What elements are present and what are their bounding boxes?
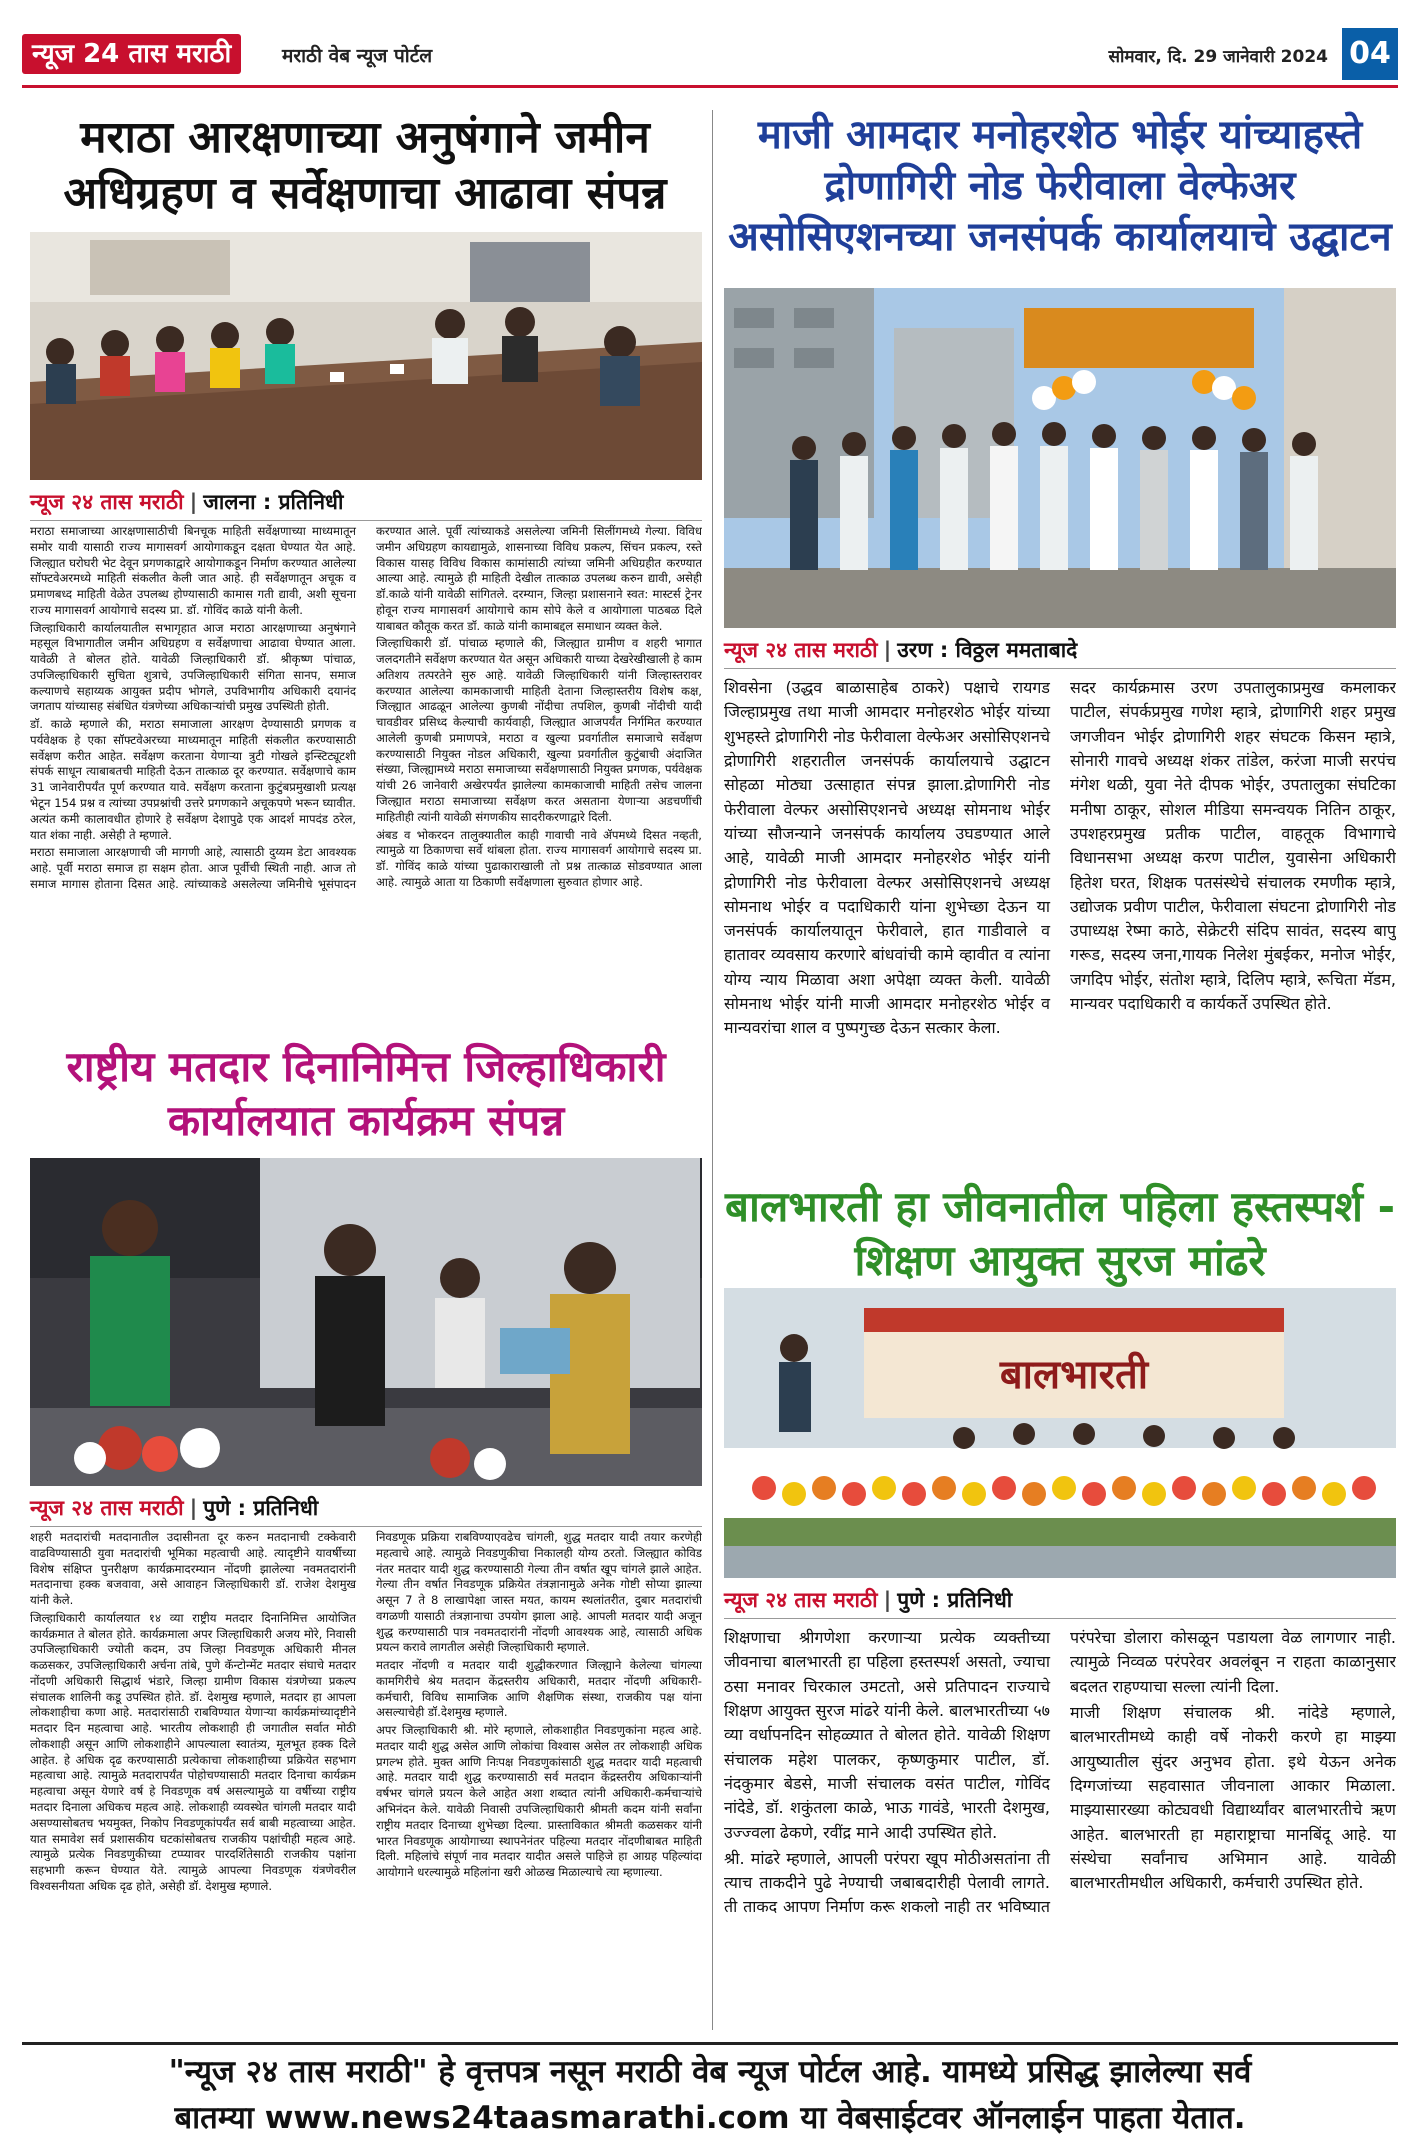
byline-brand[interactable]: न्यूज २४ तास मराठी (724, 1588, 878, 1612)
paragraph: अंबड व भोकरदन तालुक्यातील काही गावाची नावे ॲपमध्ये दिसत नव्हती, त्यामुळे या ठिकाणचा सर्वे थांबला होता. राज्य मागासवर्ग आयोगाचे सदस्य प्रा. डॉ. गोविंद काळे यांच्या पुढाकाराखाली तो प्रश्न तात्काळ सोडवण्यात आला आहे. त्यामुळे आता या ठिकाणी सर्वेक्षणाला सुरुवात होणार आहे. (376, 827, 702, 889)
portal-tagline: मराठी वेब न्यूज पोर्टल (282, 45, 433, 67)
article1-headline: मराठा आरक्षणाच्या अनुषंगाने जमीन अधिग्रहण व सर्वेक्षणाचा आढावा संपन्न (63, 112, 667, 220)
paragraph: शिवसेना (उद्धव बाळासाहेब ठाकरे) पक्षाचे रायगड जिल्हाप्रमुख तथा माजी आमदार मनोहरशेठ भोईर यांच्या शुभहस्ते द्रोणागिरी नोड फेरीवाला वेल्फेअर असोसिएशनचे द्रोणागिरी शहरातील जनसंपर्क कार्यालयाचे उद्घाटन सोहळा मोठ्या उत्साहात संपन्न झाला.द्रोणागिरी नोड फेरीवाला वेल्फर असोसिएशनचे अध्यक्ष सोमनाथ भोईर यांच्या सौजन्याने जनसंपर्क कार्यालय उघडण्यात आले आहे, यावेळी माजी आमदार मनोहरशेठ भोईर यांनी द्रोणागिरी नोड फेरीवाला वेल्फर असोसिएशनचे अध्यक्ष सोमनाथ भोईर व पदाधिकारी यांना शुभेच्छा देऊन या जनसंपर्क कार्यालयातून फेरीवाले, हात गाडीवाले व हातावर व्यवसाय करणारे बांधवांची कामे व्हावीत व त्यांना योग्य न्याय मिळावा अशा अपेक्षा व्यक्त केली. यावेळी सोमनाथ भोईर यांनी माजी आमदार मनोहरशेठ भोईर व मान्यवरांचा शाल व पुष्पगुच्छ देऊन सत्कार केला. (724, 678, 1050, 1038)
paragraph: जिल्हाधिकारी कार्यालयातील सभागृहात आज मराठा आरक्षणाच्या अनुषंगाने महसूल विभागातील जमीन अधिग्रहण व सर्वेक्षणाचा आढावा घेण्यात आला. यावेळी ते बोलत होते. यावेळी जिल्हाधिकारी डॉ. श्रीकृष्ण पांचाळ, उपजिल्हाधिकारी सुचिता शुत्राचे, उपजिल्हाधिकारी संगिता सानप, समाज कल्याणचे सहाय्यक आयुक्त प्रदीप भोगले, उपविभागीय अधिकारी दयानंद जगताप यांच्यासह संबंधित यंत्रणेच्या अधिकाऱ्यांची प्रमुख उपस्थिती होती. (30, 620, 356, 714)
paragraph: मराठा समाजाला आरक्षणाची जी मागणी आहे, त्यासाठी दुय्यम डेटा आवश्यक आहे. पूर्वी मराठा समाज हा सक्षम होता. आज पूर्वीची स्थिती नाही. आज तो समाज मागास होताना दिसत आहे. त्यांच्याकडे असलेल्या जमिनीचे भूसंपादन करण्यात आले. पूर्वी त्यांच्याकडे असलेल्या जमिनी सिलींगमध्ये गेल्या. विविध जमीन अधिग्रहण कायद्यामुळे, शासनाच्या विविध प्रकल्प, सिंचन प्रकल्प, रस्ते विकास यासह विविध विकास कामांसाठी त्यांच्या जमिनी अधिग्रहीत करण्यात आल्या आहे. त्यामुळे ही माहिती देखील तात्काळ उपलब्ध करुन द्यावी, असेही डॉ.काळे यांनी यावेळी सांगितले. दरम्यान, जिल्हा प्रशासनाने स्वत: मास्टर्स ट्रेनर होवून राज्य मागासवर्ग आयोगाचे काम सोपे केले व आयोगाला पाठबळ दिले याबाबत कौतूक करत डॉ. काळे यांनी कामाबद्दल समाधान व्यक्त केले. (30, 524, 702, 891)
banner-title: बालभारती (999, 1352, 1149, 1398)
article3-body (30, 1530, 702, 2030)
page-number: 04 (1342, 28, 1398, 80)
footer-notice (22, 2042, 1398, 2142)
paragraph: मराठा समाजाच्या आरक्षणासाठीची बिनचूक माहिती सर्वेक्षणाच्या माध्यमातून समोर यावी यासाठी राज्य मागासवर्ग आयोगाकडून दक्षता घेण्यात येत आहे. जिल्ह्यात घरोघरी भेट देवून प्रगणकाद्वारे आयोगाकडून निर्माण करण्यात आलेल्या सॉफ्टवेअरमध्ये माहिती संकलीत केली जात आहे. ही सर्वेक्षणातून अचूक व प्रमाणबध्द माहिती वेळेत उपलब्ध होण्यासाठी कामास गती द्यावी, अशी सूचना राज्य मागासवर्ग आयोगाचे सदस्य प्रा. डॉ. गोविंद काळे यांनी केली. (30, 524, 356, 617)
article1-byline: न्यूज २४ तास मराठी | जालना : प्रतिनिधी (30, 488, 702, 521)
site-logo[interactable]: न्यूज 24 तास मराठी (22, 34, 241, 74)
article2-body (724, 676, 1396, 1156)
byline-location: उरण : विठ्ठल ममताबादे (897, 638, 1078, 662)
footer-line-2[interactable]: बातम्या www.news24taasmarathi.com या वेबसाईटवर ऑनलाईन पाहता येतात. (174, 2100, 1246, 2136)
byline-brand[interactable]: न्यूज २४ तास मराठी (30, 1496, 184, 1520)
footer-line-1: "न्यूज २४ तास मराठी" हे वृत्तपत्र नसून मराठी वेब न्यूज पोर्टल आहे. यामध्ये प्रसिद्ध झालेल्या सर्व (168, 2054, 1252, 2090)
paragraph: मतदार नोंदणी व मतदार यादी शुद्धीकरणात जिल्ह्याने केलेल्या चांगल्या कामगिरीचे श्रेय मतदान केंद्रस्तरीय अधिकारी, मतदार नोंदणी अधिकारी-कर्मचारी, विविध सामाजिक आणि शैक्षणिक संस्था, राजकीय पक्ष यांना असल्याचेही डॉ.देशमुख म्हणाले. (376, 1658, 702, 1720)
paragraph: माजी शिक्षण संचालक श्री. नांदेडे म्हणाले, बालभारतीमध्ये काही वर्षे नोकरी करणे हा माझ्या आयुष्यातील सुंदर अनुभव होता. इथे येऊन अनेक दिग्गजांच्या सहवासात जीवनाला आकार मिळाला. माझ्यासारख्या कोट्यवधी विद्यार्थ्यांवर बालभारतीचे ऋण आहेत. बालभारती हा महाराष्ट्राचा मानबिंदू आहे. या संस्थेचा सर्वांनाच अभिमान आहे. यावेळी बालभारतीमधील अधिकारी, कर्मचारी उपस्थित होते. (1070, 1702, 1396, 1893)
article4-photo (724, 1288, 1396, 1578)
byline-location: जालना : प्रतिनिधी (203, 490, 344, 514)
paragraph: जिल्हाधिकारी डॉ. पांचाळ म्हणाले की, जिल्ह्यात ग्रामीण व शहरी भागात जलदगतीने सर्वेक्षण करण्यात येत असून अधिकारी याच्या देखरेखीखाली हे काम अतिशय तत्परतेने सुरु आहे. यावेळी जिल्हाधिकारी यांनी जिल्हास्तरावर करण्यात आलेल्या कामकाजाची माहिती देताना जिल्हास्तरीय विशेष कक्ष, जिल्ह्यात आढळून आलेल्या कुणबी नोंदीचा तपशिल, कुणबी नोंदीची यादी चावडीवर प्रसिध्द केल्याची कार्यवाही, जिल्ह्यात आजपर्यंत निर्गमित करण्यात आलेली कुणबी प्रमाणपत्रे, मराठा व खुल्या प्रवर्गातील समाजाचे सर्वेक्षण करण्यासाठी नियुक्त नोडल अधिकारी, खुल्या प्रवर्गातील कुटुंबाची अंदाजित संख्या, जिल्ह्यामध्ये मराठा समाजाच्या सर्वेक्षणासाठी नियुक्त प्रगणक, पर्यवेक्षक यांची 26 जानेवारी अखेरपर्यंत झालेल्या कामकाजाची माहिती तसेच जालना जिल्ह्यात मराठा समाजाच्या सर्वेक्षण करत असताना येणाऱ्या अडचणींची माहितीही त्यांनी यावेळी संगणकीय सादरीकरणाद्वारे दिली. (376, 636, 702, 824)
byline-location: पुणे : प्रतिनिधी (897, 1588, 1013, 1612)
article3-byline: न्यूज २४ तास मराठी | पुणे : प्रतिनिधी (30, 1494, 702, 1527)
article2-headline: माजी आमदार मनोहरशेठ भोईर यांच्याहस्ते द्रोणागिरी नोड फेरीवाला वेल्फेअर असोसिएशनच्या जनसंपर्क कार्यालयाचे उद्घाटन (728, 112, 1392, 261)
paragraph: अपर जिल्हाधिकारी श्री. मोरे म्हणाले, लोकशाहीत निवडणुकांना महत्व आहे. मतदार यादी शुद्ध असेल आणि लोकांचा विश्वास असेल तर लोकशाही अधिक प्रगल्भ होते. मुक्त आणि निःपक्ष निवडणुकांसाठी शुद्ध मतदार यादी महत्वाची आहे. मतदार यादी शुद्ध करण्यासाठी सर्व मतदान केंद्रस्तरीय अधिकाऱ्यांनी वर्षभर चांगले प्रयत्न केले आहेत अशा शब्दात त्यांनी अधिकारी-कर्मचाऱ्यांचे अभिनंदन केले. यावेळी निवासी उपजिल्हाधिकारी श्रीमती कदम यांनी सर्वांना राष्ट्रीय मतदार दिनाच्या शुभेच्छा दिल्या. प्रास्ताविकात श्रीमती कळसकर यांनी भारत निवडणूक आयोगाच्या स्थापनेनंतर पहिल्या मतदार नोंदणीबाबत माहिती दिली. महिलांचे संपूर्ण नाव मतदार यादीत असले पाहिजे हा आग्रह पहिल्यांदा आयोगाने धरल्यामुळे महिलांना खरी ओळख मिळाल्याचे त्या म्हणाल्या. (376, 1723, 702, 1880)
article2-photo (724, 288, 1396, 628)
article4-body (724, 1626, 1396, 2030)
article4-byline: न्यूज २४ तास मराठी | पुणे : प्रतिनिधी (724, 1586, 1396, 1619)
byline-brand[interactable]: न्यूज २४ तास मराठी (30, 490, 184, 514)
article4-headline: बालभारती हा जीवनातील पहिला हस्तस्पर्श - शिक्षण आयुक्त सुरज मांढरे (724, 1182, 1396, 1285)
article1-photo (30, 232, 702, 480)
paragraph: सदर कार्यक्रमास उरण उपतालुकाप्रमुख कमलाकर पाटील, संपर्कप्रमुख गणेश म्हात्रे, द्रोणागिरी शहर प्रमुख जगजीवन भोईर द्रोणागिरी शहर संघटक किसन म्हात्रे, सोनारी गावचे अध्यक्ष शंकर तांडेल, करंजा माजी सरपंच मंगेश थळी, युवा नेते दीपक भोईर, उपतालुका संघटिका मनीषा ठाकूर, सोशल मीडिया समन्वयक नितिन ठाकूर, उपशहरप्रमुख प्रतीक पाटील, वाहतूक विभागाचे विधानसभा अध्यक्ष करण पाटील, युवासेना अधिकारी हितेश घरत, शिक्षक पतसंस्थेचे संचालक रमणीक म्हात्रे, उद्योजक प्रवीण पाटील, फेरीवाला संघटना द्रोणागिरी नोड उपाध्यक्ष रेष्मा काठे, सेक्रेटरी संदिप सावंत, सदस्य बापु गरूड, सदस्य जना,गायक निलेश मुंबईकर, मनोज भोईर, जगदिप भोईर, संतोश म्हात्रे, दिलिप म्हात्रे, रूचिता मॅडम, मान्यवर पदाधिकारी व कार्यकर्ते उपस्थित होते. (1070, 678, 1396, 1014)
article3-photo (30, 1158, 702, 1486)
masthead (22, 28, 1398, 88)
paragraph: डॉ. काळे म्हणाले की, मराठा समाजाला आरक्षण देण्यासाठी प्रगणक व पर्यवेक्षक हे एका सॉफ्टवेअरच्या माध्यमातून माहिती संकलीत करण्यासाठी सर्वेक्षण करीत आहेत. सर्वेक्षण करताना येणाऱ्या त्रुटी गोखले इन्स्टिट्यूटशी संपर्क साधून त्याबाबतची माहिती देऊन तात्काळ दूर करण्यात. सर्वेक्षणाचे काम 31 जानेवारीपर्यंत पूर्ण करण्यात यावे. सर्वेक्षण करताना कुटुंबप्रमुखाशी प्रत्यक्ष भेटून 154 प्रश्न व त्यांच्या उपप्रश्नांची उत्तरे प्रगणकाने अचूकपणे भरून घ्यावीत. अत्यंत कमी कालावधीत होणारे हे सर्वेक्षण देशापुढे एक आदर्श मापदंड ठरेल, यात शंका नाही. असेही ते म्हणाले. (30, 717, 356, 842)
byline-location: पुणे : प्रतिनिधी (203, 1496, 319, 1520)
article2-byline: न्यूज २४ तास मराठी | उरण : विठ्ठल ममताबादे (724, 636, 1396, 669)
paragraph: श्री. मांढरे म्हणाले, आपली परंपरा खूप मोठीअसतांना ती त्याच ताकदीने पुढे नेण्याची जबाबदारीही पेलावी लागते. ती ताकद आपण निर्माण करू शकलो नाही तर भविष्यात परंपरेचा डोलारा कोसळून पडायला वेळ लागणार नाही. त्यामुळे निव्वळ परंपरेवर अवलंबून न राहता काळानुसार बदलत राहण्याचा सल्ला त्यांनी दिला. (724, 1628, 1396, 1917)
article1-body (30, 524, 702, 1024)
article3-headline: राष्ट्रीय मतदार दिनानिमित्त जिल्हाधिकारी कार्यालयात कार्यक्रम संपन्न (66, 1042, 666, 1145)
paragraph: जिल्हाधिकारी कार्यालयात १४ व्या राष्ट्रीय मतदार दिनानिमित्त आयोजित कार्यक्रमात ते बोलत होते. कार्यक्रमाला अपर जिल्हाधिकारी अजय मोरे, निवासी उपजिल्हाधिकारी ज्योती कदम, उप जिल्हा निवडणूक अधिकारी मीनल कळसकर, उपजिल्हाधिकारी अर्चना तांबे, पुणे कॅन्टोन्मेंट मतदार संघाचे मतदार नोंदणी अधिकारी सिद्धार्थ भंडारे, जिल्हा ग्रामीण विकास यंत्रणेच्या प्रकल्प संचालक शालिनी कडू उपस्थित होते. डॉ. देशमुख म्हणाले, मतदार हा आपला लोकशाहीचा कणा आहे. मतदारांसाठी राबविण्यात येणाऱ्या कार्यक्रमांच्यादृष्टीने मतदार दिन महत्वाचा आहे. भारतीय लोकशाही ही जगातील सर्वात मोठी लोकशाही असून आणि लोकशाहीने आपल्याला स्वातंत्र्य, मूलभूत हक्क दिले आहेत. हे अधिक दृढ करण्यासाठी प्रत्येकाचा लोकशाहीच्या प्रक्रियेत सहभाग महत्वाचा आहे. त्यामुळे मतदारापर्यंत पोहोचण्यासाठी मतदार दिनाचा कार्यक्रम महत्वाचा असून येणारे वर्ष हे निवडणूक वर्ष असल्यामुळे या वर्षीच्या राष्ट्रीय मतदार दिनाला अधिकच महत्व आहे. लोकशाही व्यवस्थेत चांगली मतदार यादी असण्यासोबतच भयमुक्त, निकोप निवडणूकांपर्यंत सर्व बाबी महत्वाच्या आहेत. यात समावेश सर्व प्रशासकीय घटकांसोबतच राजकीय पक्षांचीही महत्व आहे. त्यामुळे प्रत्येक निवडणुकीच्या टप्प्यावर पारदर्शितेसाठी राजकीय पक्षांना सहभागी करून घेण्यात येते. त्यामुळे आपल्या निवडणूक यंत्रणेवरील विश्वसनीयता अधिक दृढ होते, असेही डॉ. देशमुख म्हणाले. (30, 1610, 356, 1893)
paragraph: निवडणूक प्रक्रिया राबविण्याएवढेच चांगली, शुद्ध मतदार यादी तयार करणेही महत्वाचे आहे. त्यामुळे निवडणुकीचा निकालही योग्य ठरतो. जिल्ह्यात कोविड नंतर मतदार यादी शुद्ध करण्यासाठी गेल्या तीन वर्षात खूप चांगले झाले आहेत. गेल्या तीन वर्षात निवडणूक प्रक्रियेत तंत्रज्ञानामुळे अनेक गोष्टी सोप्या झाल्या असून 7 ते 8 लाखापेक्षा जास्त मयत, कायम स्थलांतरीत, दुबार मतदारांची वगळणी यासाठी तंत्रज्ञानाचा उपयोग झाला आहे. आपली मतदार यादी अजून शुद्ध करण्यासाठी पात्र नवमतदारांनी नोंदणी आवश्यक आहे, त्यासाठी अधिक प्रयत्न करावे लागतील असेही जिल्हाधिकारी म्हणाले. (376, 1530, 702, 1655)
byline-brand[interactable]: न्यूज २४ तास मराठी (724, 638, 878, 662)
paragraph: शहरी मतदारांची मतदानातील उदासीनता दूर करुन मतदानाची टक्केवारी वाढविण्यासाठी युवा मतदारांची भूमिका महत्वाची आहे. त्यादृष्टीने यावर्षीच्या विशेष संक्षिप्त पुनरीक्षण कार्यक्रमादरम्यान नोंदणी झालेल्या नवमतदारांनी मतदानाचा हक्क बजवावा, असे आवाहन जिल्हाधिकारी डॉ. राजेश देशमुख यांनी केले. (30, 1530, 356, 1608)
issue-date: सोमवार, दि. 29 जानेवारी 2024 (1108, 47, 1328, 67)
column-divider (712, 110, 713, 2030)
paragraph: शिक्षणाचा श्रीगणेशा करणाऱ्या प्रत्येक व्यक्तीच्या जीवनाचा बालभारती हा पहिला हस्तस्पर्श असतो, ज्याचा ठसा मनावर चिरकाल उमटतो, असे प्रतिपादन राज्याचे शिक्षण आयुक्त सुरज मांढरे यांनी केले. बालभारतीच्या ५७ व्या वर्धापनदिन सोहळ्यात ते बोलत होते. यावेळी शिक्षण संचालक महेश पालकर, कृष्णकुमार पाटील, डॉ. नंदकुमार बेडसे, माजी संचालक वसंत पाटील, गोविंद नांदेडे, डॉ. शकुंतला काळे, भाऊ गावंडे, भारती देशमुख, उज्ज्वला ढेकणे, रवींद्र माने आदी उपस्थित होते. (724, 1628, 1050, 1842)
